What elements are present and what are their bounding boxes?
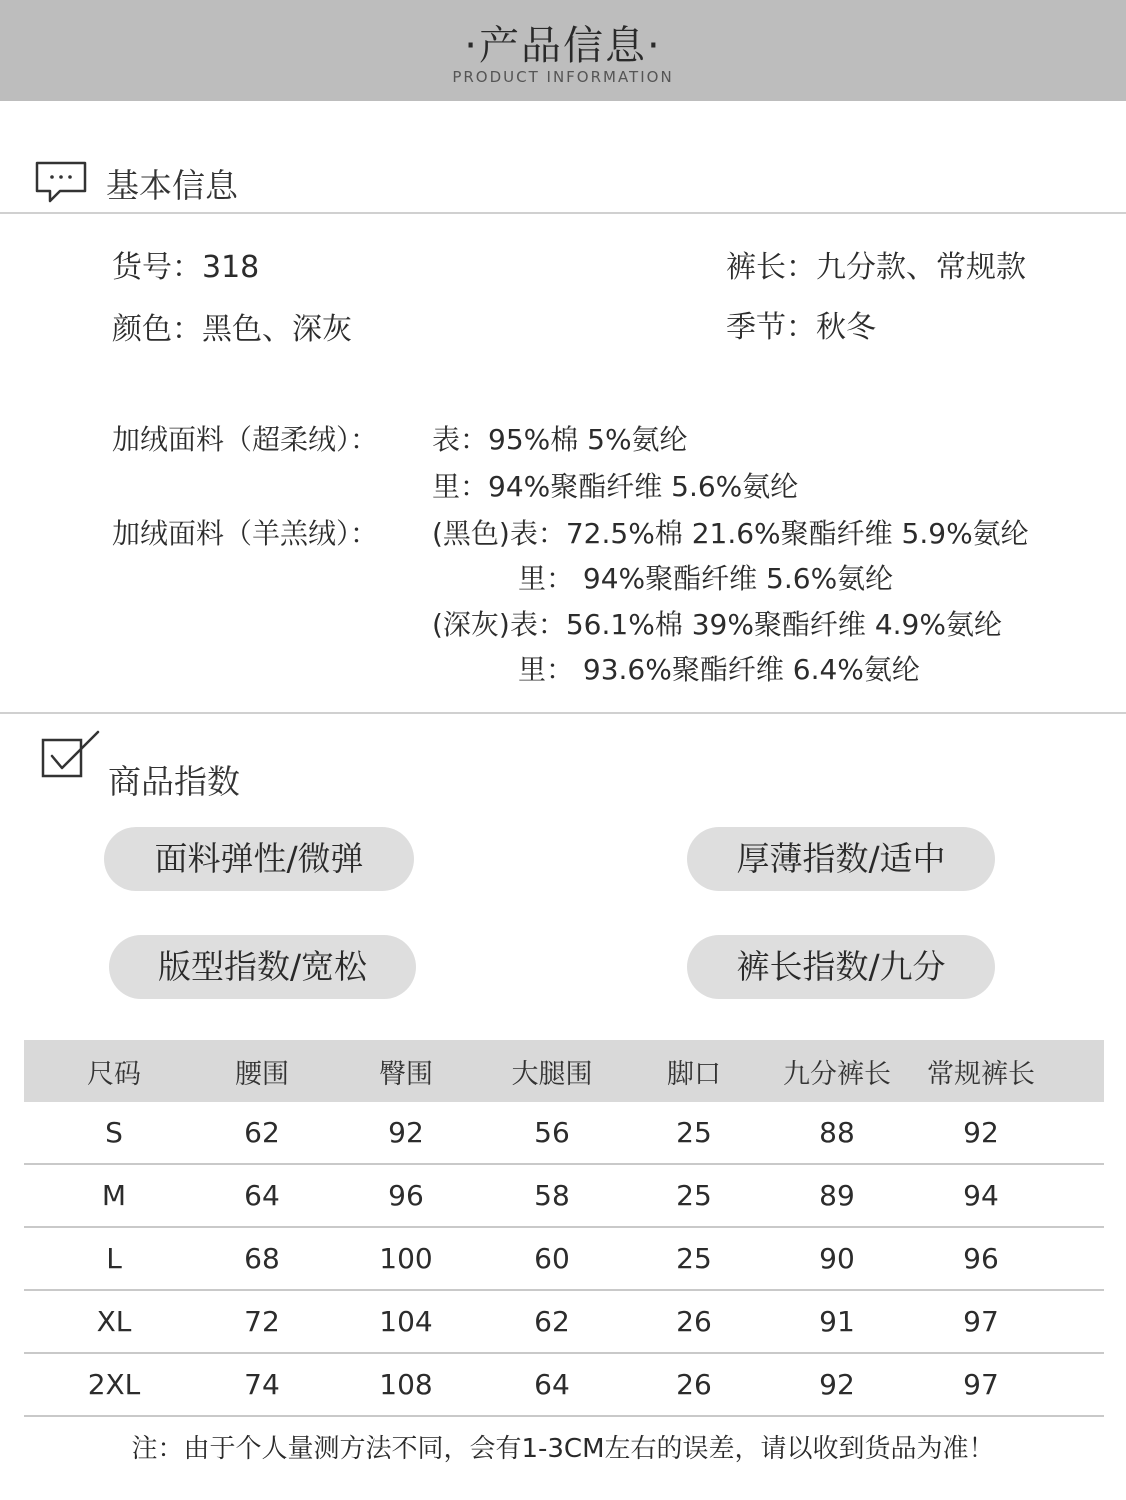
size-cell: L — [106, 1242, 122, 1275]
header-title: ·产品信息· — [464, 23, 662, 69]
checkbox-icon — [40, 728, 102, 780]
fabric-1-label: 加绒面料（超柔绒）： — [112, 423, 379, 456]
table-row — [24, 1354, 1104, 1417]
fabric-2-black-inner: 里： 94%聚酯纤维 5.6%氨纶 — [518, 562, 894, 595]
fabric-2-grey-inner: 里： 93.6%聚酯纤维 6.4%氨纶 — [518, 653, 920, 686]
size-cell: S — [105, 1116, 123, 1149]
cropped-length-cell: 90 — [819, 1242, 855, 1275]
thigh-cell: 58 — [534, 1179, 570, 1212]
cropped-length-cell: 89 — [819, 1179, 855, 1212]
length-pill: 裤长指数/九分 — [687, 935, 995, 999]
fabric-1-inner: 里：94%聚酯纤维 5.6%氨纶 — [432, 470, 799, 503]
regular-length-cell: 92 — [963, 1116, 999, 1149]
header-cell: 臀围 — [379, 1058, 433, 1090]
page-header — [0, 0, 1126, 101]
header-cell: 九分裤长 — [783, 1058, 891, 1090]
hip-cell: 92 — [388, 1116, 424, 1149]
fabric-2-black-outer: (黑色)表：72.5%棉 21.6%聚酯纤维 5.9%氨纶 — [432, 517, 1029, 550]
waist-cell: 74 — [244, 1368, 280, 1401]
hem-cell: 26 — [676, 1305, 712, 1338]
hip-cell: 104 — [379, 1305, 433, 1338]
header-cell: 尺码 — [87, 1058, 141, 1090]
fabric-2-grey-outer: (深灰)表：56.1%棉 39%聚酯纤维 4.9%氨纶 — [432, 608, 1002, 641]
pants-length: 裤长：九分款、常规款 — [726, 250, 1026, 285]
basic-info-heading: 基本信息 — [106, 166, 238, 205]
regular-length-cell: 97 — [963, 1368, 999, 1401]
regular-length-cell: 94 — [963, 1179, 999, 1212]
waist-cell: 68 — [244, 1242, 280, 1275]
header-subtitle: PRODUCT INFORMATION — [452, 68, 674, 86]
thigh-cell: 62 — [534, 1305, 570, 1338]
size-cell: XL — [96, 1305, 132, 1338]
size-cell: M — [101, 1179, 127, 1212]
hip-cell: 108 — [379, 1368, 433, 1401]
item-number: 货号：318 — [112, 250, 260, 285]
cropped-length-cell: 88 — [819, 1116, 855, 1149]
hem-cell: 25 — [676, 1242, 712, 1275]
waist-cell: 64 — [244, 1179, 280, 1212]
product-index-heading: 商品指数 — [108, 762, 240, 801]
speech-bubble-icon — [34, 160, 88, 204]
thigh-cell: 60 — [534, 1242, 570, 1275]
thickness-pill: 厚薄指数/适中 — [687, 827, 995, 891]
hip-cell: 100 — [379, 1242, 433, 1275]
table-row — [24, 1291, 1104, 1354]
header-cell: 常规裤长 — [927, 1058, 1035, 1090]
color-info: 颜色：黑色、深灰 — [112, 312, 352, 347]
regular-length-cell: 96 — [963, 1242, 999, 1275]
fabric-1-outer: 表：95%棉 5%氨纶 — [432, 423, 688, 456]
thigh-cell: 64 — [534, 1368, 570, 1401]
header-cell: 大腿围 — [511, 1058, 593, 1090]
table-header — [24, 1040, 1104, 1102]
header-cell: 腰围 — [235, 1058, 289, 1090]
regular-length-cell: 97 — [963, 1305, 999, 1338]
cropped-length-cell: 92 — [819, 1368, 855, 1401]
season-info: 季节：秋冬 — [726, 310, 876, 345]
hem-cell: 25 — [676, 1116, 712, 1149]
hip-cell: 96 — [388, 1179, 424, 1212]
header-cell: 脚口 — [667, 1058, 721, 1090]
thigh-cell: 56 — [534, 1116, 570, 1149]
fabric-2-label: 加绒面料（羊羔绒）： — [112, 517, 379, 550]
elasticity-pill: 面料弹性/微弹 — [104, 827, 414, 891]
table-row — [24, 1165, 1104, 1228]
size-table — [24, 1040, 1104, 1417]
divider — [0, 712, 1126, 714]
divider — [0, 212, 1126, 214]
hem-cell: 25 — [676, 1179, 712, 1212]
waist-cell: 62 — [244, 1116, 280, 1149]
table-row — [24, 1228, 1104, 1291]
hem-cell: 26 — [676, 1368, 712, 1401]
size-cell: 2XL — [87, 1368, 141, 1401]
cropped-length-cell: 91 — [819, 1305, 855, 1338]
measurement-note: 注：由于个人量测方法不同，会有1-3CM左右的误差，请以收到货品为准！ — [131, 1434, 995, 1464]
fit-pill: 版型指数/宽松 — [109, 935, 416, 999]
table-row — [24, 1102, 1104, 1165]
waist-cell: 72 — [244, 1305, 280, 1338]
